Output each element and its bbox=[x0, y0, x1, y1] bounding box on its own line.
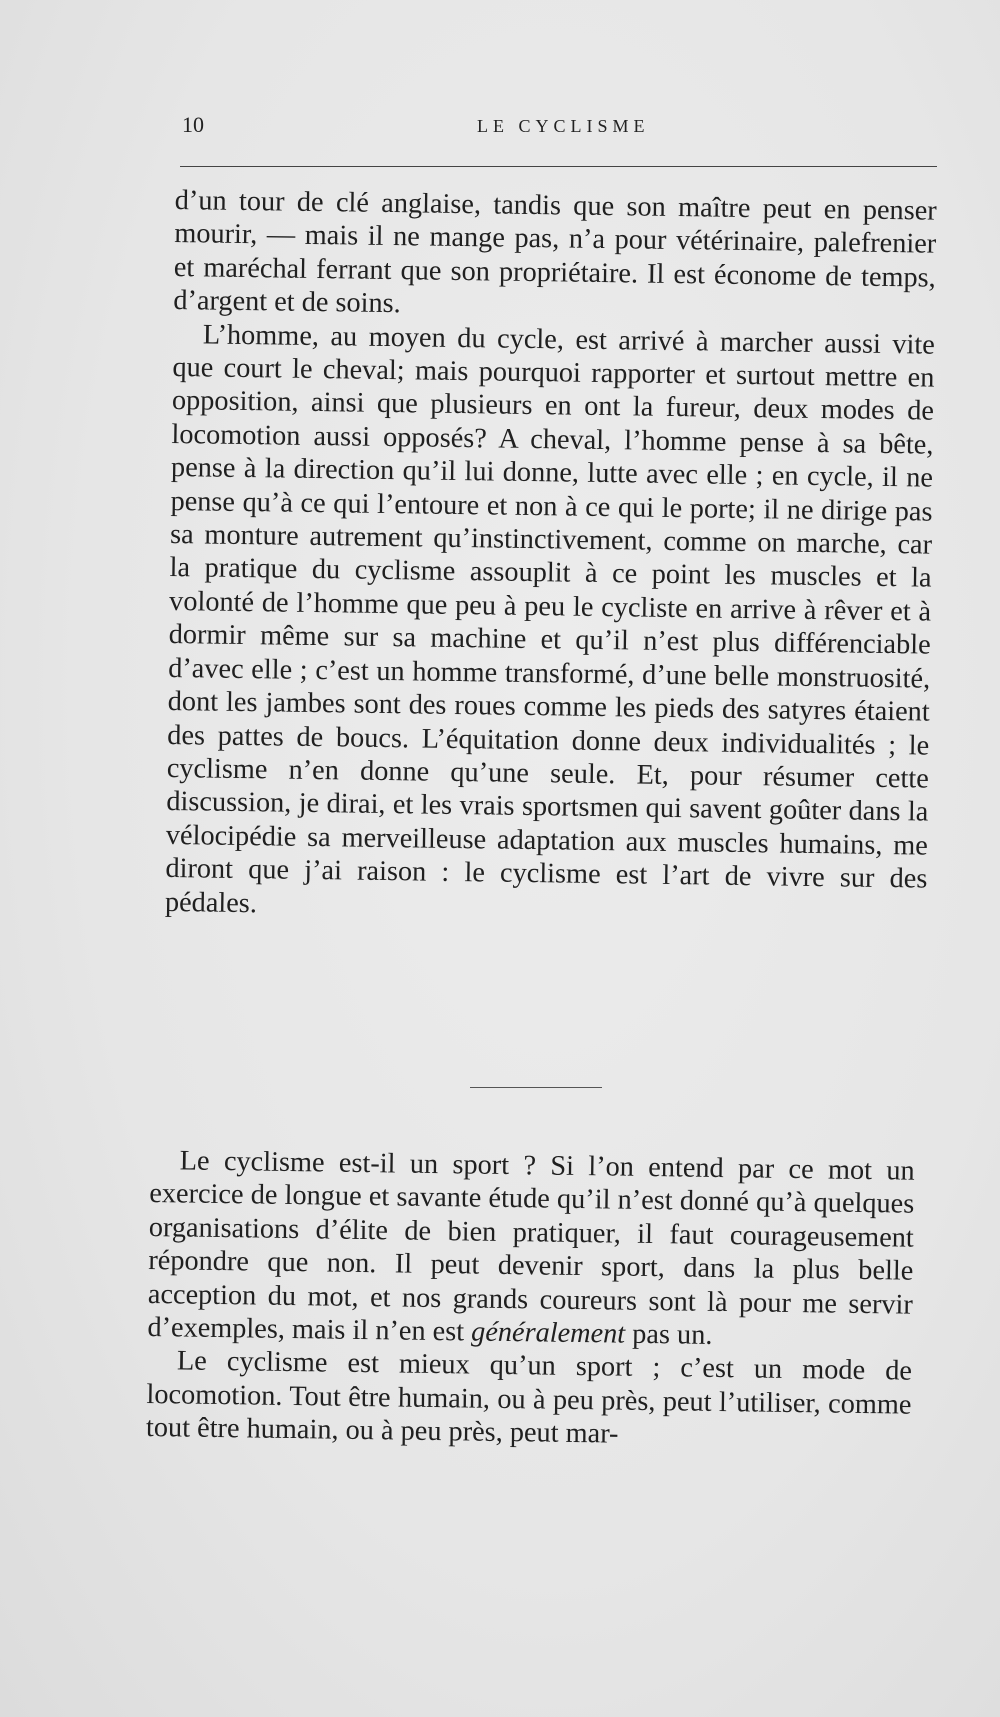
text-block-top bbox=[165, 184, 937, 930]
paragraph-text-end: pas un. bbox=[624, 1318, 713, 1351]
paragraph-continuation: d’un tour de clé anglaise, tandis que son maître peut en penser mourir, — mais il ne mange pas, n’a pour vétérinaire, palefrenier et maréchal ferrant que son propriétaire. Il est économe de temps, d’argent et de soins. bbox=[173, 184, 937, 320]
page-number: 10 bbox=[182, 112, 204, 137]
section-divider bbox=[470, 1087, 602, 1088]
italic-word: généralement bbox=[470, 1316, 626, 1350]
text-block-bottom bbox=[146, 1144, 915, 1455]
paragraph-mode-of-locomotion: Le cyclisme est mieux qu’un sport ; c’est un mode de locomotion. Tout être humain, ou à peu près, peut l’utiliser, comme tout être humain, ou à peu près, peut mar- bbox=[145, 1345, 913, 1450]
running-title: LE CYCLISME bbox=[477, 116, 650, 136]
header-rule bbox=[180, 166, 937, 167]
paragraph-text: Le cyclisme est-il un sport ? Si l’on entend par ce mot un exercice de longue et savante étude qu’il n’est donné qu’à quelques organisations d’élite de bien pratiquer, il faut courageusement répondre que non. Il peut devenir sport, dans la plus belle acception du mot, et nos grands coureurs sont là pour me servir d’exemples, mais il n’en est bbox=[147, 1145, 915, 1348]
page-header bbox=[182, 112, 937, 146]
paragraph-is-cycling-a-sport bbox=[147, 1144, 915, 1355]
paragraph-man-and-cycle: L’homme, au moyen du cycle, est arrivé à marcher aussi vite que court le cheval; mais pourquoi rapporter et surtout mettre en opposition, ainsi que plusieurs en ont la fureur, deux modes de locomotion aussi opposés? A cheval, l’homme pense à sa bête, pense à la direction qu’il lui donne, lutte avec elle ; en cycle, il ne pense qu’à ce qui l’entoure et non à ce qui le porte; il ne dirige pas sa monture autrement qu’instinctivement, comme on marche, car la pratique du cyclisme assouplit à ce point les muscles et la volonté de l’homme que peu à peu le cycliste en arrive à rêver et à dormir même sur sa machine et qu’il n’est plus différenciable d’avec elle ; c’est un homme transformé, d’une belle monstruosité, dont les jambes sont des roues comme les pieds des satyres étaient des pattes de boucs. L’équitation donne deux individualités ; le cyclisme n’en donne qu’une seule. Et, pour résumer cette discussion, je dirai, et les vrais sportsmen qui savent goûter dans la vélocipédie sa merveilleuse adaptation aux muscles humains, me diront que j’ai raison : le cyclisme est l’art de vivre sur des pédales. bbox=[164, 319, 936, 919]
